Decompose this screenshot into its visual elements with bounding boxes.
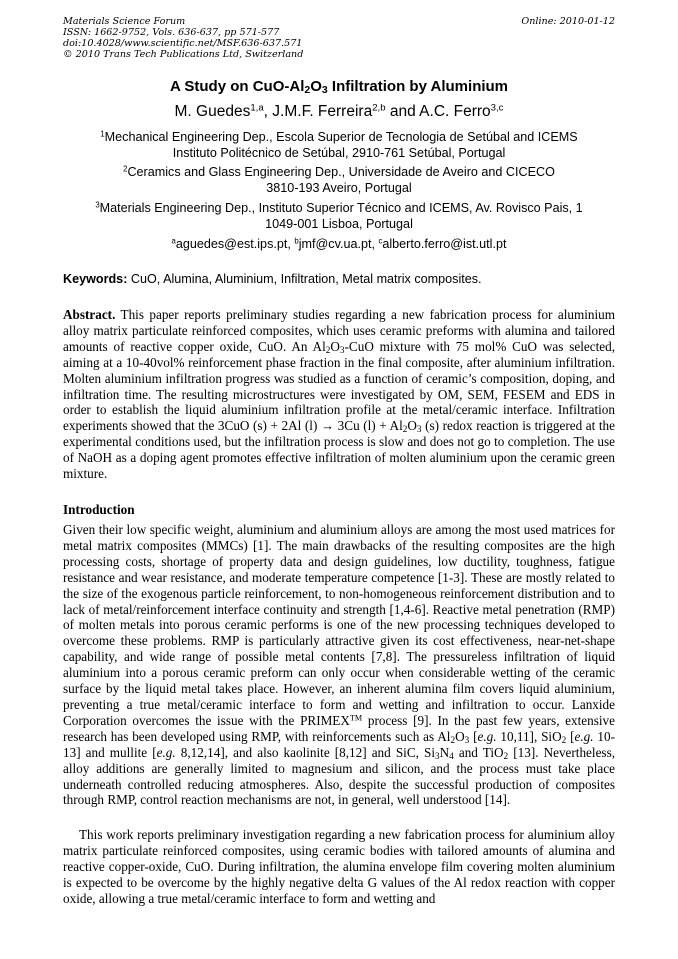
doi-line: doi:10.4028/www.scientific.net/MSF.636-637.571 (63, 38, 303, 49)
keywords-text: CuO, Alumina, Aluminium, Infiltration, Metal matrix composites. (127, 272, 482, 286)
author-name: M. Guedes (174, 103, 251, 120)
journal-name: Materials Science Forum (63, 16, 186, 27)
author-emails: $^a$aguedes@est.ips.pt, $^b$jmf@cv.ua.pt, $^c$alberto.ferro@ist.utl.pt (171, 236, 507, 251)
intro-paragraph-1: Given their low specific weight, aluminium and aluminium alloys are among the most used matrices for metal matrix composites (MMCs) [1]. The main drawbacks of the resulting composites are the high processing costs, shortage of property data and design guidelines, low ductility, toughness, fatigue resistance and wear resistance, and moderate temperature competence [1-3]. These are mostly related to the size of the exogenous particle reinforcement, to non-homogeneous reinforcement distribution and to lack of metal/reinforcement interface continuity and strength [1,4-6]. Reactive metal penetration (RMP) of molten metals into porous ceramic performs is one of the new processing techniques developed to overcome these problems. RMP is particularly attractive given its cost effectiveness, near-net-shape capability, and wide range of possible metal contents [7,8]. The pressureless infiltration of liquid aluminium into a porous ceramic preform can only occur when considerable wetting of the ceramic surface by the liquid metal takes place. However, an inherent alumina film covers liquid aluminium, preventing a true metal/ceramic interface to form and wetting and infiltration to occur. Lanxide Corporation overcomes the issue with the PRIMEX™ process [9]. In the past few years, extensive research has been developed using RMP, with reinforcements such as $Al_2O_3$ [e.g. 10,11], SiO$_2$ [e.g. 10-13] and mullite [e.g. 8,12,14], and also kaolinite [8,12] and SiC, $Si_3N_4$ and TiO$_2$ [13]. Nevertheless, alloy additions are generally limited to magnesium and silicon, and the process must take place underneath controlled reducing atmospheres. Also, despite the successful production of composites through RMP, control reaction mechanisms are not, in general, well understood [14]. (63, 522, 615, 808)
affiliation-2: $^2$Ceramics and Glass Engineering Dep., Universidade de Aveiro and CICECO 3810-193 Aveiro, Portugal (123, 164, 555, 195)
keywords (63, 272, 615, 286)
paper-title: A Study on CuO-$Al_2O_3$ Infiltration by Aluminium (169, 78, 509, 97)
affiliation-3: $^3$Materials Engineering Dep., Instituto Superior Técnico and ICEMS, Av. Rovisco Pais, 1 1049-001 Lisboa, Portugal (95, 200, 583, 231)
journal-header (63, 16, 303, 60)
email-link[interactable]: jmf@cv.ua.pt, (298, 237, 379, 251)
author-list: M. Guedes$^{1,a}$, J.M.F. Ferreira$^{2,b}$ and A.C. Ferro$^{3,c}$ (174, 102, 504, 120)
affiliation-1: $^1$Mechanical Engineering Dep., Escola Superior de Tecnologia de Setúbal and ICEMS Instituto Politécnico de Setúbal, 2910-761 Setúbal, Portugal (100, 129, 578, 160)
email-link[interactable]: alberto.ferro@ist.utl.pt (382, 237, 507, 251)
copyright-line: © 2010 Trans Tech Publications Ltd, Switzerland (63, 49, 304, 60)
abstract: Abstract. This paper reports preliminary studies regarding a new fabrication process for aluminium alloy matrix particulate reinforced composites, which uses ceramic preforms with alumina and tailored amounts of reactive copper oxide, CuO. An $Al_2O_3$-CuO mixture with 75 mol% CuO was selected, aiming at a 10-40vol% reinforcement phase fraction in the final composite, after aluminium infiltration. Molten aluminium infiltration progress was studied as a function of ceramic’s composition, doping, and infiltration time. The resulting microstructures were investigated by OM, SEM, FESEM and EDS in order to establish the liquid aluminium infiltration profile at the metal/ceramic interface. Infiltration experiments showed that the 3CuO (s) + 2Al (l) → 3Cu $(l) + Al_2O_3$ (s) redox reaction is triggered at the experimental conditions used, but the infiltration process is slow and does not go to completion. The use of NaOH as a doping agent promotes effective infiltration of molten aluminium upon the ceramic green mixture. (63, 307, 615, 482)
section-heading: Introduction (63, 502, 135, 517)
abstract-label: Abstract. (63, 307, 116, 322)
online-date: Online: 2010-01-12 (521, 16, 615, 27)
keywords-label: Keywords: (63, 272, 128, 286)
author-name: J.M.F. Ferreira (272, 103, 373, 120)
issn-line: ISSN: 1662-9752, Vols. 636-637, pp 571-577 (63, 27, 280, 38)
email-link[interactable]: aguedes@est.ips.pt, (175, 237, 295, 251)
intro-paragraph-2: This work reports preliminary investigation regarding a new fabrication process for aluminium alloy matrix particulate reinforced composites, using ceramic bodies with tailored amounts of alumina and reactive copper-oxide, CuO. During infiltration, the alumina envelope film covering molten aluminium is expected to be overcome by the highly negative delta G values of the Al redox reaction with copper oxide, allowing a true metal/ceramic interface to form and wetting and (63, 827, 615, 906)
author-name: A.C. Ferro (419, 103, 491, 120)
